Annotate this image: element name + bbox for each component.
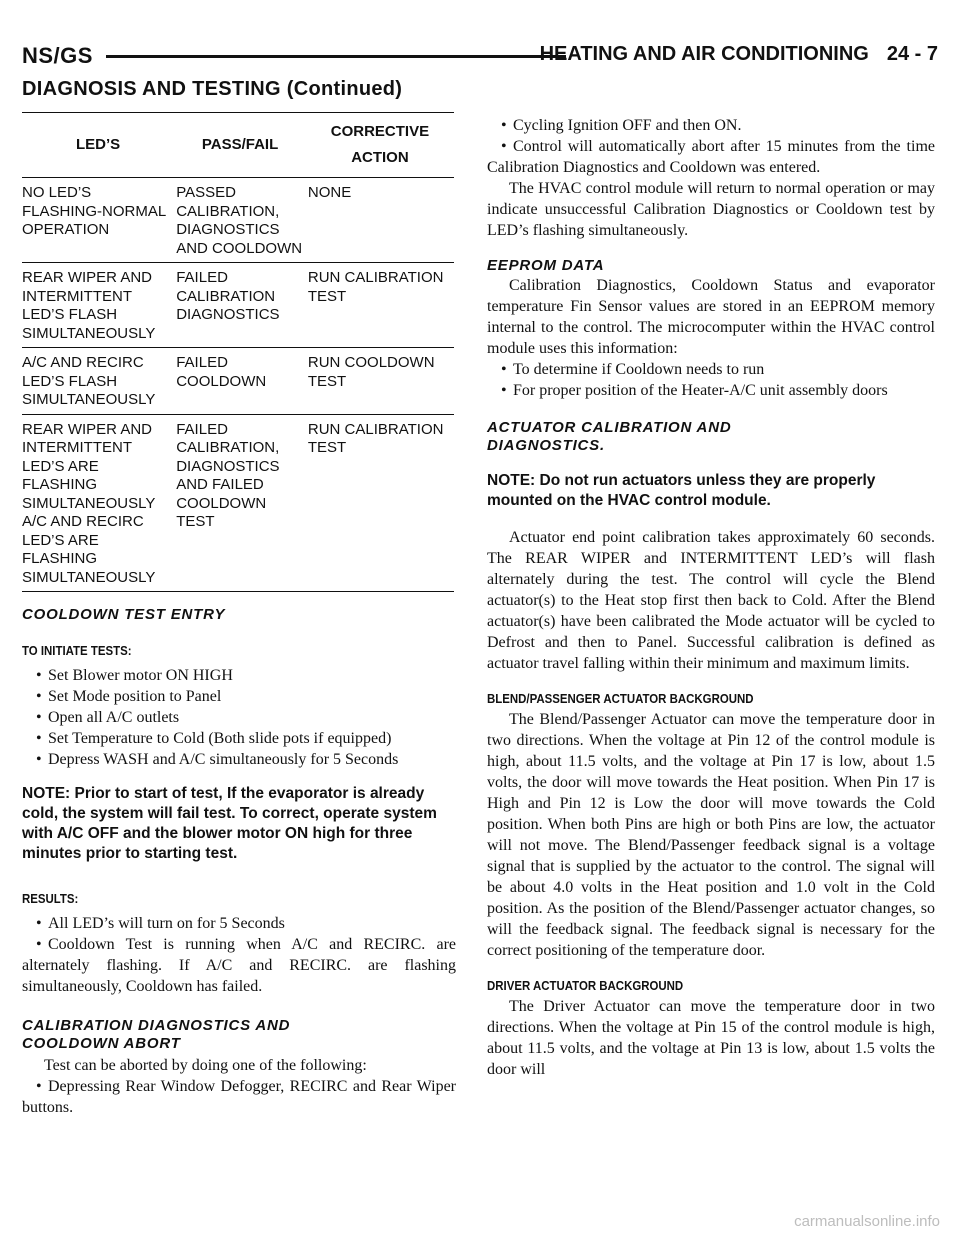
table-row: [22, 414, 454, 592]
page-header: [22, 40, 938, 74]
cell-leds: REAR WIPER AND INTERMITTENT LED’S FLASH SIMULTANEOUSLY: [22, 263, 174, 348]
list-item: • Open all A/C outlets: [36, 709, 180, 726]
actuator-paragraph: Actuator end point calibration takes approximately 60 seconds. The REAR WIPER and INTERMITTENT LED’s will flash alternately during the test. The control will cycle the Blend actuator(s) to the Heat stop first then back to Cold. After the Blend actuator(s) have been calibrated the Mode actuator will be cycled to Defrost and then to Panel. Successful calibration is defined as actuator travel falling within their minimum and maximum limits.: [487, 529, 935, 672]
left-column: [22, 112, 456, 1118]
model-code: NS/GS: [22, 43, 93, 68]
actuator-body: [487, 527, 935, 674]
cooldown-heading: COOLDOWN TEST ENTRY: [22, 606, 226, 623]
watermark: carmanualsonline.info: [794, 1213, 940, 1230]
cell-action: RUN CALIBRATION TEST: [306, 263, 454, 348]
blend-heading: BLEND/PASSENGER ACTUATOR BACKGROUND: [487, 691, 754, 706]
column-header-corrective-action: CORRECTIVE ACTION: [306, 113, 454, 178]
table-header-row: [22, 113, 454, 178]
cooldown-note: NOTE: Prior to start of test, If the evaporator is already cold, the system will fail test. To correct, operate system with A/C OFF and the blower motor ON high for three minutes prior to starting test.: [22, 785, 437, 862]
driver-paragraph: The Driver Actuator can move the temperature door in two directions. When the voltage at Pin 15 of the control module is high, about 11.5 volts, and the voltage at Pin 13 is low, about 1.5 volts the door will: [487, 998, 935, 1078]
list-item: • Cooldown Test is running when A/C and RECIRC. are alternately flashing. If A/C and RECIRC. are flashing simultaneously, Cooldown has failed.: [22, 936, 456, 995]
list-item: • All LED’s will turn on for 5 Seconds: [36, 915, 285, 932]
actuator-heading: ACTUATOR CALIBRATION AND DIAGNOSTICS.: [487, 419, 732, 454]
cell-pass-fail: FAILED CALIBRATION, DIAGNOSTICS AND FAILED COOLDOWN TEST: [174, 414, 306, 592]
cell-pass-fail: FAILED CALIBRATION DIAGNOSTICS: [174, 263, 306, 348]
table-row: [22, 178, 454, 263]
header-rule: [106, 55, 566, 58]
list-item: • Cycling Ignition OFF and then ON.: [501, 117, 742, 134]
cell-pass-fail: FAILED COOLDOWN: [174, 348, 306, 415]
abort-intro: Test can be aborted by doing one of the following:: [44, 1057, 367, 1074]
eeprom-heading: EEPROM DATA: [487, 257, 605, 274]
driver-body: [487, 996, 935, 1080]
eeprom-paragraph: Calibration Diagnostics, Cooldown Status and evaporator temperature Fin Sensor values are stored in an EEPROM memory internal to the control. The microcomputer within the HVAC control module uses this information:: [487, 277, 935, 357]
list-item: • To determine if Cooldown needs to run: [501, 361, 765, 378]
table-row: [22, 348, 454, 415]
list-item: • Control will automatically abort after 15 minutes from the time Calibration Diagnostics and Cooldown was entered.: [487, 138, 935, 176]
cell-leds: NO LED’S FLASHING-NORMAL OPERATION: [22, 178, 174, 263]
abort-body-continued: [487, 115, 935, 241]
eeprom-body: [487, 275, 935, 401]
chapter-title: HEATING AND AIR CONDITIONING: [539, 43, 869, 65]
table-row: [22, 263, 454, 348]
page-number: 24 - 7: [886, 43, 938, 65]
cell-action: RUN CALIBRATION TEST: [306, 414, 454, 592]
abort-heading: CALIBRATION DIAGNOSTICS AND COOLDOWN ABORT: [22, 1017, 291, 1052]
list-item: • Depressing Rear Window Defogger, RECIRC and Rear Wiper buttons.: [22, 1078, 456, 1116]
initiate-label: TO INITIATE TESTS:: [22, 643, 132, 658]
header-right: [540, 43, 938, 66]
abort-body: [22, 1055, 456, 1118]
cell-leds: A/C AND RECIRC LED’S FLASH SIMULTANEOUSLY: [22, 348, 174, 415]
right-column: [487, 115, 935, 1080]
results-label: RESULTS:: [22, 891, 79, 906]
cell-action: RUN COOLDOWN TEST: [306, 348, 454, 415]
blend-body: [487, 709, 935, 961]
list-item: • Depress WASH and A/C simultaneously for 5 Seconds: [36, 751, 399, 768]
list-item: • For proper position of the Heater-A/C unit assembly doors: [501, 382, 888, 399]
abort-paragraph: The HVAC control module will return to normal operation or may indicate unsuccessful Calibration Diagnostics or Cooldown test by LED’s flashing simultaneously.: [487, 180, 935, 239]
actuator-note: NOTE: Do not run actuators unless they are properly mounted on the HVAC control module.: [487, 472, 876, 509]
list-item: • Set Mode position to Panel: [36, 688, 222, 705]
initiate-list: [22, 665, 456, 770]
cell-action: NONE: [306, 178, 454, 263]
column-header-pass-fail: PASS/FAIL: [174, 113, 306, 178]
driver-heading: DRIVER ACTUATOR BACKGROUND: [487, 978, 684, 993]
results-list: [22, 913, 456, 997]
list-item: • Set Temperature to Cold (Both slide pots if equipped): [36, 730, 392, 747]
cell-leds: REAR WIPER AND INTERMITTENT LED’S ARE FLASHING SIMULTANEOUSLY A/C AND RECIRC LED’S ARE FLASHING SIMULTANEOUSLY: [22, 414, 174, 592]
led-diagnostic-table: [22, 112, 454, 592]
cell-pass-fail: PASSED CALIBRATION, DIAGNOSTICS AND COOLDOWN: [174, 178, 306, 263]
blend-paragraph: The Blend/Passenger Actuator can move the temperature door in two directions. When the voltage at Pin 12 of the control module is high, about 11.5 volts, and the voltage at Pin 17 is low, about 1.5 volts, the door will move towards the Heat position. When Pin 17 is High and Pin 12 is Low the door will move towards the Cold position. When both Pins are high or both Pins are low, the actuator will not move. The Blend/Passenger feedback signal is a voltage signal that is supplied by the actuator to the control. The signal will be about 4.0 volts in the Heat position and 1.0 volt in the Cold position. As the position of the Blend/Passenger actuator changes, so will the feedback signal. The feedback signal is necessary for the correct positioning of the temperature door.: [487, 711, 935, 959]
column-header-leds: LED’S: [22, 113, 174, 178]
list-item: • Set Blower motor ON HIGH: [36, 667, 233, 684]
section-continued-title: DIAGNOSIS AND TESTING (Continued): [22, 78, 403, 100]
